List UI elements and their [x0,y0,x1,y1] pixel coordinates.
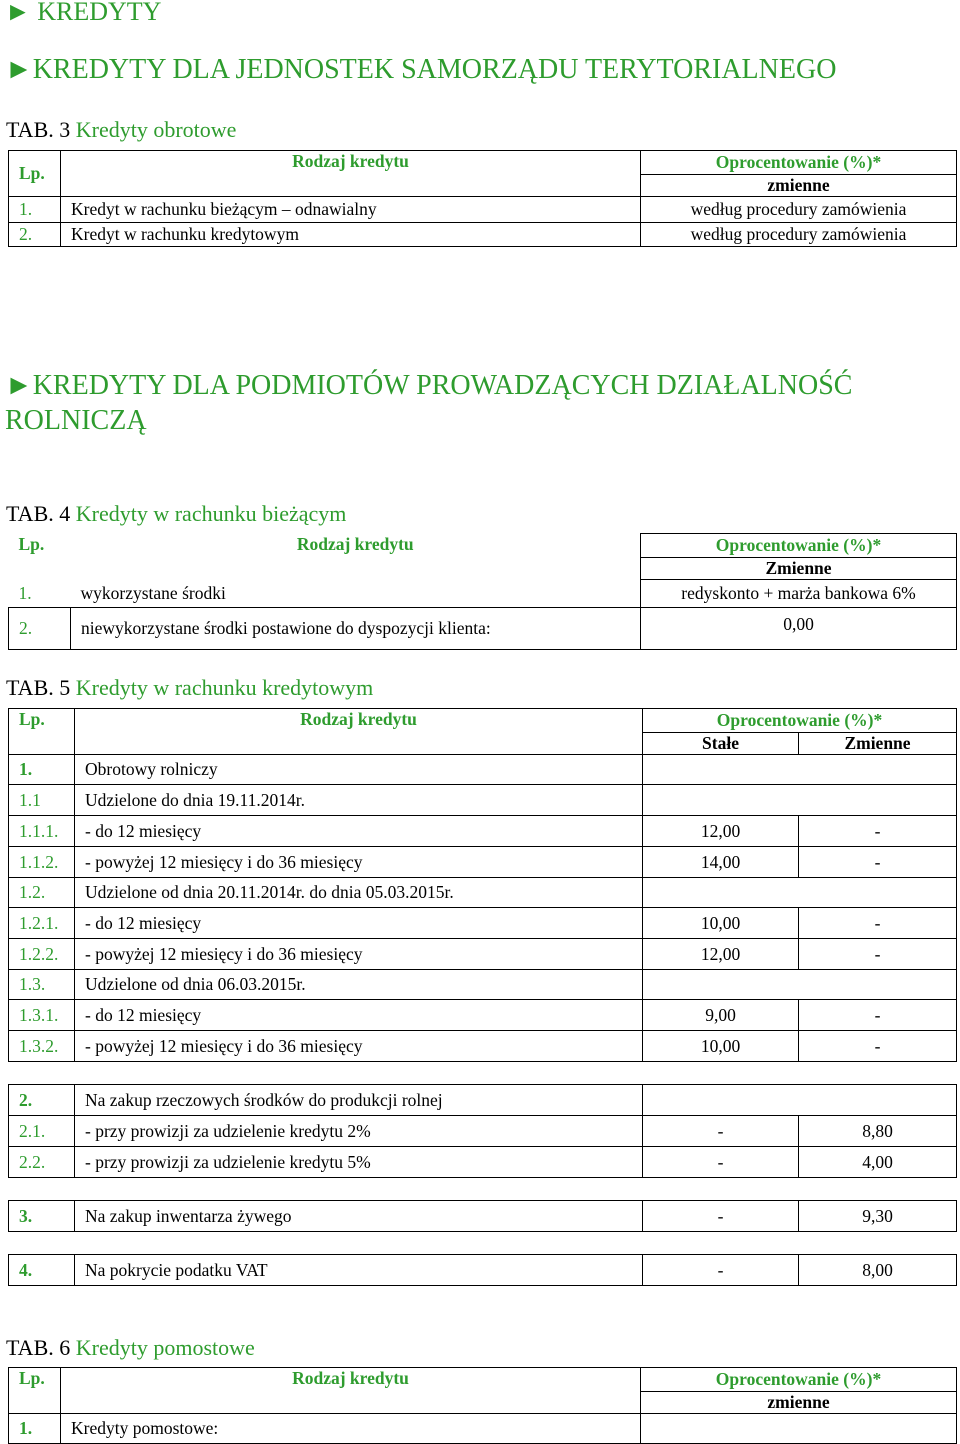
row-lp: 1. [9,755,75,785]
row-zmienne: 8,80 [799,1116,957,1147]
row-name: Kredyt w rachunku kredytowym [61,223,641,247]
row-name: - przy prowizji za udzielenie kredytu 2% [75,1116,643,1147]
row-stale: 12,00 [643,939,799,970]
row-name: wykorzystane środki [80,582,226,603]
row-name: - powyżej 12 miesięcy i do 36 miesięcy [75,939,643,970]
row-name: Udzielone do dnia 19.11.2014r. [75,785,643,816]
table-3 [8,150,957,247]
row-stale: 9,00 [643,1000,799,1031]
row-name: - powyżej 12 miesięcy i do 36 miesięcy [75,847,643,878]
row-zmienne: 9,30 [799,1201,957,1232]
caption-prefix: TAB. 5 [6,675,71,700]
row-zmienne: - [799,908,957,939]
header-rodzaj: Rodzaj kredytu [61,151,641,197]
section-heading-rolnicze: ►KREDYTY DLA PODMIOTÓW PROWADZĄCYCH DZIAŁALNOŚĆ [5,370,853,401]
header-oprocentowanie: Oprocentowanie (%)* [641,1368,957,1392]
row-lp: 1.3.1. [9,1000,75,1031]
row-value: 0,00 [641,608,957,650]
row-name: - do 12 miesięcy [75,1000,643,1031]
row-value [641,1414,957,1444]
row-value [643,785,957,816]
row-lp: 2. [9,1085,75,1116]
row-name: Udzielone od dnia 06.03.2015r. [75,970,643,1000]
row-lp: 2. [9,608,71,650]
header-oprocentowanie: Oprocentowanie (%)* [641,151,957,175]
row-name: Kredyty pomostowe: [61,1414,641,1444]
row-lp: 3. [9,1201,75,1232]
header-rodzaj: Rodzaj kredytu [61,1368,641,1414]
row-lp: 1.1.1. [9,816,75,847]
row-zmienne: - [799,1031,957,1062]
row-name: - do 12 miesięcy [75,908,643,939]
row-stale: 10,00 [643,908,799,939]
header-zmienne: Zmienne [641,558,957,580]
header-lp: Lp. [9,1368,61,1414]
row-lp: 1.1 [9,785,75,816]
row-lp: 1.2.2. [9,939,75,970]
row-name: niewykorzystane środki postawione do dyspozycji klienta: [71,608,641,650]
table-row [9,223,957,247]
caption-prefix: TAB. 4 [6,501,71,526]
row-name: Udzielone od dnia 20.11.2014r. do dnia 05.03.2015r. [75,878,643,908]
header-lp: Lp. [9,151,61,197]
row-lp: 2.2. [9,1147,75,1178]
header-rodzaj: Rodzaj kredytu [75,709,643,755]
header-zmienne: zmienne [641,175,957,197]
row-lp: 1.2. [9,878,75,908]
row-value [643,878,957,908]
table-row [9,580,957,608]
row-value: redyskonto + marża bankowa 6% [641,580,957,608]
header-stale: Stałe [643,733,799,755]
row-lp: 1. [9,1414,61,1444]
table-caption-6 [6,1336,255,1360]
row-zmienne: 8,00 [799,1255,957,1286]
row-stale: 10,00 [643,1031,799,1062]
table-6 [8,1367,957,1444]
row-name: - powyżej 12 miesięcy i do 36 miesięcy [75,1031,643,1062]
table-caption-5 [6,676,373,700]
header-rodzaj: Rodzaj kredytu [296,533,414,554]
caption-prefix: TAB. 6 [6,1335,71,1360]
table-4 [8,533,957,650]
row-name: Kredyt w rachunku bieżącym – odnawialny [61,197,641,223]
caption-prefix: TAB. 3 [6,117,71,142]
row-lp: 1.3.2. [9,1031,75,1062]
row-zmienne: - [799,1000,957,1031]
header-oprocentowanie: Oprocentowanie (%)* [643,709,957,733]
row-name: - do 12 miesięcy [75,816,643,847]
row-lp: 4. [9,1255,75,1286]
row-lp: 2.1. [9,1116,75,1147]
row-name: - przy prowizji za udzielenie kredytu 5% [75,1147,643,1178]
row-value [643,970,957,1000]
row-name: Obrotowy rolniczy [75,755,643,785]
row-value [643,755,957,785]
header-lp: Lp. [18,533,45,554]
row-stale: 12,00 [643,816,799,847]
section-heading-jst: ►KREDYTY DLA JEDNOSTEK SAMORZĄDU TERYTORIALNEGO [5,54,837,85]
row-lp: 1.2.1. [9,908,75,939]
row-name: Na zakup inwentarza żywego [75,1201,643,1232]
row-zmienne: - [799,939,957,970]
row-lp: 1. [9,197,61,223]
section-heading-rolnicze-line2: ROLNICZĄ [5,405,147,436]
header-zmienne: zmienne [641,1392,957,1414]
row-value: według procedury zamówienia [641,223,957,247]
table-5 [8,708,957,1286]
caption-title: Kredyty w rachunku bieżącym [75,501,347,526]
row-stale: - [643,1116,799,1147]
table-caption-4 [6,502,346,526]
header-zmienne: Zmienne [799,733,957,755]
row-lp: 1.1.2. [9,847,75,878]
row-stale: - [643,1147,799,1178]
row-stale: - [643,1255,799,1286]
caption-title: Kredyty pomostowe [75,1335,255,1360]
caption-title: Kredyty w rachunku kredytowym [75,675,374,700]
row-name: Na zakup rzeczowych środków do produkcji rolnej [75,1085,643,1116]
section-heading-kredyty: ► KREDYTY [5,0,162,26]
row-lp: 2. [9,223,61,247]
row-stale: - [643,1201,799,1232]
row-zmienne: - [799,847,957,878]
row-name: Na pokrycie podatku VAT [75,1255,643,1286]
caption-title: Kredyty obrotowe [75,117,237,142]
header-oprocentowanie: Oprocentowanie (%)* [641,534,957,558]
table-row [9,1414,957,1444]
header-lp: Lp. [9,709,75,755]
table-row [9,608,957,650]
table-row [9,197,957,223]
row-zmienne: - [799,816,957,847]
row-zmienne: 4,00 [799,1147,957,1178]
row-lp: 1. [18,582,32,603]
row-value: według procedury zamówienia [641,197,957,223]
row-lp: 1.3. [9,970,75,1000]
table-caption-3 [6,118,236,142]
row-value [643,1085,957,1116]
row-stale: 14,00 [643,847,799,878]
